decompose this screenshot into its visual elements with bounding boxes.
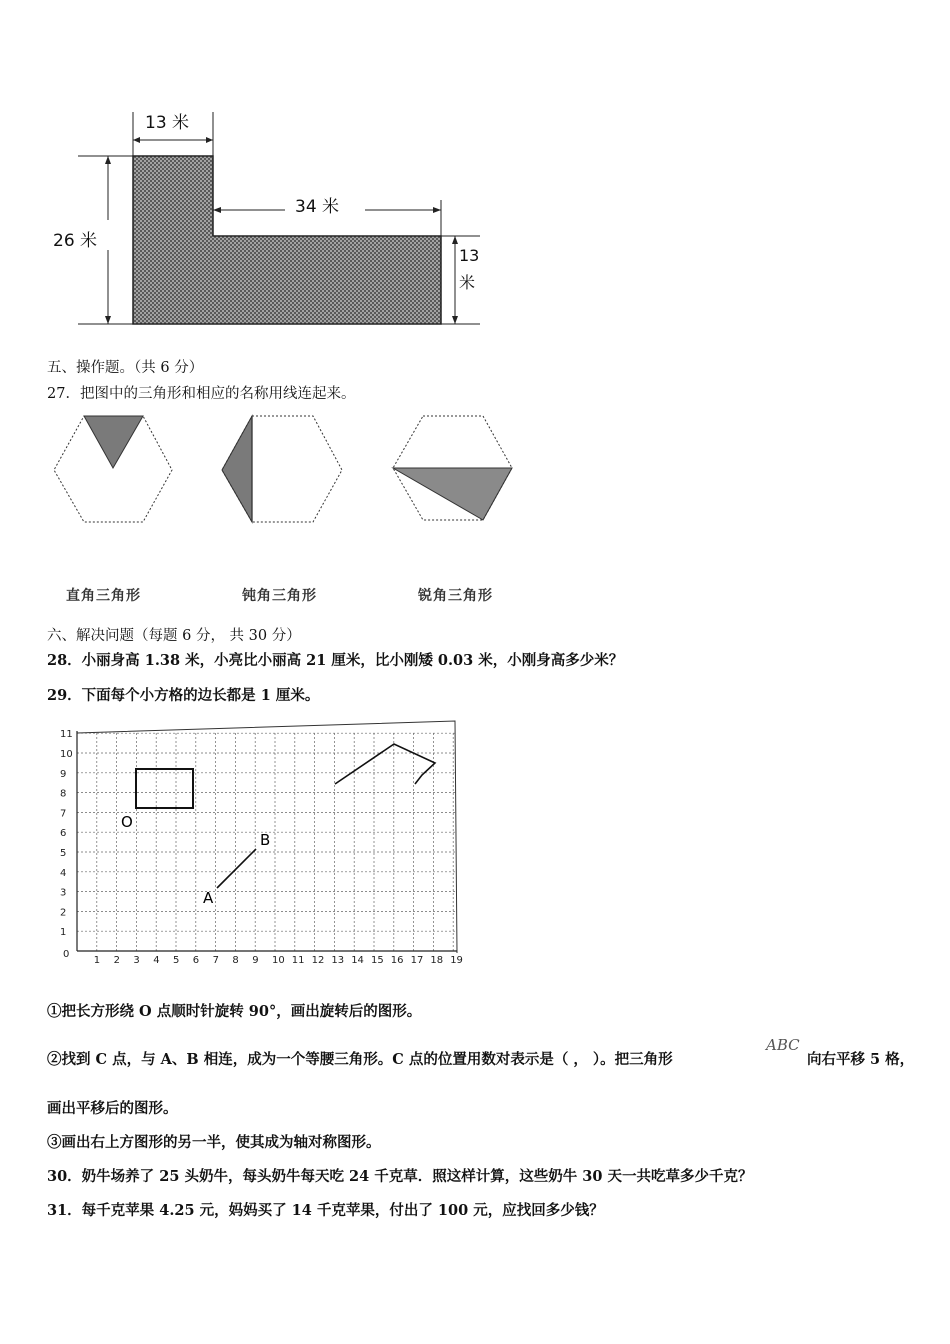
y-tick-label: 1 (60, 927, 67, 939)
point-b-label: B (260, 831, 271, 849)
dim-top-width: 13 米 (145, 113, 190, 133)
x-tick-label: 16 (390, 955, 404, 966)
grid-rectangle (136, 769, 193, 808)
triangle-right (222, 416, 252, 522)
y-tick-label: 5 (60, 848, 67, 859)
label-obtuse-triangle: 钝角三角形 (242, 588, 317, 604)
dim-inner-width: 34 米 (295, 197, 340, 217)
y-tick-label: 3 (60, 887, 67, 899)
label-right-triangle: 直角三角形 (66, 588, 141, 604)
y-tick-label: 9 (60, 768, 67, 780)
y-tick-label: 10 (60, 749, 73, 760)
hexagon-figures (0, 410, 950, 530)
question-29-2a: ②找到 C 点，与 A、B 相连，成为一个等腰三角形。C 点的位置用数对表示是（ ， ）。把三角形 (47, 1051, 673, 1068)
y-tick-label: 4 (60, 867, 67, 879)
label-acute-triangle: 锐角三角形 (418, 588, 493, 604)
x-tick-label: 9 (252, 955, 259, 966)
question-28: 28．小丽身高 1.38 米，小亮比小丽高 21 厘米，比小刚矮 0.03 米，小刚身高多少米？ (47, 652, 624, 669)
x-tick-label: 11 (291, 955, 305, 966)
question-29-2b: 向右平移 5 格， (807, 1051, 915, 1068)
x-tick-label: 4 (153, 955, 160, 966)
hexagon-2 (222, 416, 342, 522)
question-29: 29．下面每个小方格的边长都是 1 厘米。 (47, 687, 320, 704)
hexagon-3 (393, 416, 512, 520)
triangle-abc-label: ABC (766, 1036, 800, 1054)
question-29-2c: 画出平移后的图形。 (47, 1100, 178, 1117)
section5-heading: 五、操作题。（共 6 分） (47, 360, 204, 376)
y-tick-label: 6 (60, 828, 67, 840)
question-29-3: ③画出右上方图形的另一半，使其成为轴对称图形。 (47, 1134, 381, 1151)
x-tick-label: 10 (272, 955, 285, 966)
x-tick-label: 1 (93, 955, 101, 966)
dim-height: 26 米 (53, 231, 98, 251)
y-tick-label: 2 (60, 907, 67, 919)
section6-heading: 六、解决问题（每题 6 分， 共 30 分） (47, 628, 301, 644)
point-a-label: A (203, 889, 214, 907)
x-tick-label: 19 (450, 955, 463, 966)
hexagon-1 (54, 416, 172, 522)
x-tick-label: 17 (410, 955, 424, 966)
segment-ab (217, 849, 256, 888)
dim-right-height-num: 13 (459, 246, 480, 265)
half-figure (335, 744, 435, 784)
x-tick-label: 3 (133, 955, 140, 966)
x-tick-label: 2 (113, 955, 120, 966)
x-tick-label: 14 (351, 955, 364, 966)
y-tick-label: 11 (60, 729, 73, 741)
point-o-label: O (121, 813, 133, 831)
x-tick-label: 18 (430, 955, 444, 966)
x-tick-label: 13 (331, 955, 345, 966)
question-29-1: ①把长方形绕 O 点顺时针旋转 90°，画出旋转后的图形。 (47, 1003, 422, 1020)
question-27: 27．把图中的三角形和相应的名称用线连起来。 (47, 386, 356, 402)
grid-figure (0, 715, 950, 975)
y-tick-label: 7 (60, 808, 67, 820)
x-tick-label: 0 (63, 949, 70, 960)
y-tick-label: 8 (60, 788, 67, 800)
triangle-obtuse (393, 468, 512, 520)
question-30: 30．奶牛场养了 25 头奶牛，每头奶牛每天吃 24 千克草．照这样计算，这些奶牛 30 天一共吃草多少千克？ (47, 1168, 753, 1185)
l-shape (133, 156, 441, 324)
triangle-acute (84, 416, 143, 468)
x-tick-label: 8 (232, 955, 239, 966)
x-tick-label: 12 (311, 955, 325, 966)
dim-right-height-unit: 米 (459, 273, 476, 292)
question-31: 31．每千克苹果 4.25 元，妈妈买了 14 千克苹果，付出了 100 元，应找回多少钱？ (47, 1202, 604, 1219)
x-tick-label: 5 (173, 955, 180, 966)
x-tick-label: 15 (371, 955, 384, 966)
x-tick-label: 7 (212, 955, 219, 966)
x-tick-label: 6 (192, 955, 200, 966)
